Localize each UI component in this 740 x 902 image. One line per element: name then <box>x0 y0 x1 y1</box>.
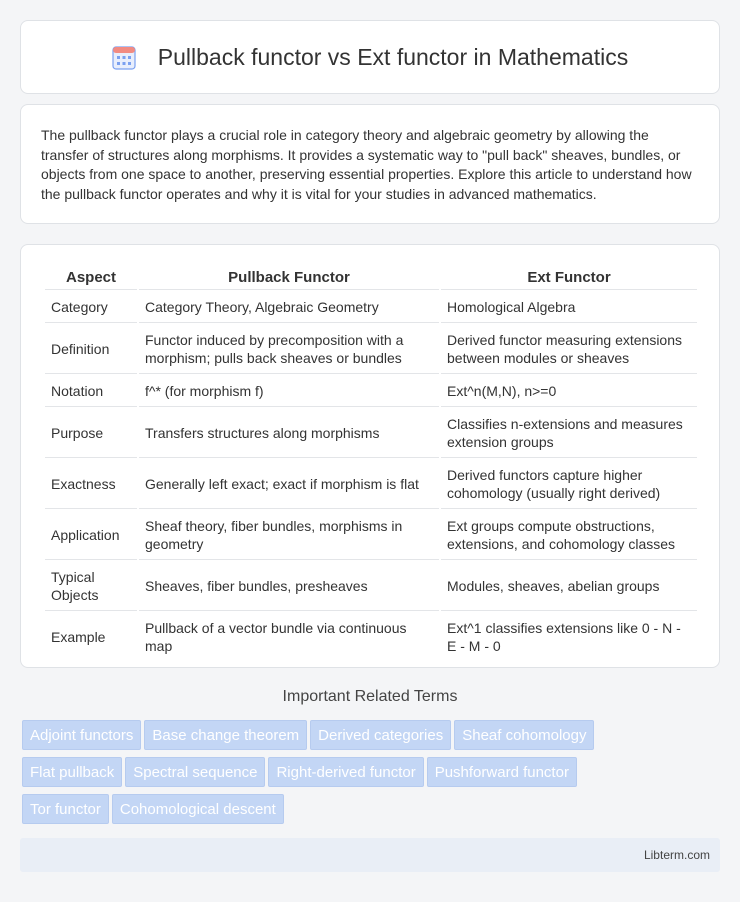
row-pullback: Generally left exact; exact if morphism is flat <box>139 460 439 509</box>
comparison-table <box>43 263 699 663</box>
row-ext: Derived functor measuring extensions between modules or sheaves <box>441 325 697 374</box>
row-pullback: Sheaf theory, fiber bundles, morphisms in geometry <box>139 511 439 560</box>
row-ext: Ext^1 classifies extensions like 0 - N - E - M - 0 <box>447 620 681 654</box>
table-row <box>45 460 697 509</box>
header-aspect: Aspect <box>45 265 137 290</box>
row-aspect: Purpose <box>45 409 137 458</box>
related-terms <box>22 720 722 831</box>
intro-text: The pullback functor plays a crucial role in category theory and algebraic geometry by allowing the transfer of structures along morphisms. It provides a systematic way to "pull back" sheaves, bundles, or objects from one space to another, preserving essential properties. Explore this article to understand how the pullback functor operates and why it is vital for your studies in advanced mathematics. <box>41 127 692 202</box>
term-tag[interactable]: Tor functor <box>22 794 109 824</box>
term-tag[interactable]: Sheaf cohomology <box>454 720 594 750</box>
term-tag[interactable]: Cohomological descent <box>112 794 284 824</box>
row-pullback: Transfers structures along morphisms <box>139 409 439 458</box>
header-ext: Ext Functor <box>441 265 697 290</box>
header-card <box>20 20 720 94</box>
calendar-icon <box>112 44 136 70</box>
header-pullback: Pullback Functor <box>139 265 439 290</box>
table-row <box>45 562 697 611</box>
term-tag[interactable]: Adjoint functors <box>22 720 141 750</box>
row-pullback: Functor induced by precomposition with a morphism; pulls back sheaves or bundles <box>139 325 439 374</box>
table-row <box>45 292 697 323</box>
term-tag[interactable]: Right-derived functor <box>268 757 423 787</box>
row-ext: Modules, sheaves, abelian groups <box>441 562 697 611</box>
table-row <box>45 511 697 560</box>
row-aspect: Notation <box>45 376 137 407</box>
row-aspect: Category <box>45 292 137 323</box>
table-row <box>45 376 697 407</box>
comparison-card <box>20 244 720 668</box>
row-pullback: f^* (for morphism f) <box>139 376 439 407</box>
row-aspect: Example <box>51 629 106 645</box>
row-pullback: Category Theory, Algebraic Geometry <box>139 292 439 323</box>
row-ext: Classifies n-extensions and measures extension groups <box>441 409 697 458</box>
table-row <box>45 613 697 661</box>
table-row <box>45 409 697 458</box>
page-title: Pullback functor vs Ext functor in Mathematics <box>157 43 629 70</box>
row-aspect: Definition <box>45 325 137 374</box>
table-header-row <box>45 265 697 290</box>
row-ext: Ext^n(M,N), n>=0 <box>441 376 697 407</box>
row-aspect: Exactness <box>45 460 137 509</box>
term-tag[interactable]: Pushforward functor <box>427 757 577 787</box>
related-terms-title: Important Related Terms <box>282 688 458 705</box>
term-tag[interactable]: Derived categories <box>310 720 451 750</box>
footer <box>20 838 720 872</box>
row-aspect: Typical Objects <box>45 562 137 611</box>
row-aspect: Application <box>45 511 137 560</box>
row-ext: Ext groups compute obstructions, extensions, and cohomology classes <box>441 511 697 560</box>
footer-link[interactable]: Libterm.com <box>643 848 710 862</box>
term-tag[interactable]: Flat pullback <box>22 757 122 787</box>
table-row <box>45 325 697 374</box>
row-pullback: Pullback of a vector bundle via continuous map <box>145 620 407 654</box>
row-pullback: Sheaves, fiber bundles, presheaves <box>139 562 439 611</box>
row-ext: Homological Algebra <box>441 292 697 323</box>
term-tag[interactable]: Base change theorem <box>144 720 307 750</box>
row-ext: Derived functors capture higher cohomology (usually right derived) <box>441 460 697 509</box>
intro-card <box>20 104 720 224</box>
term-tag[interactable]: Spectral sequence <box>125 757 265 787</box>
